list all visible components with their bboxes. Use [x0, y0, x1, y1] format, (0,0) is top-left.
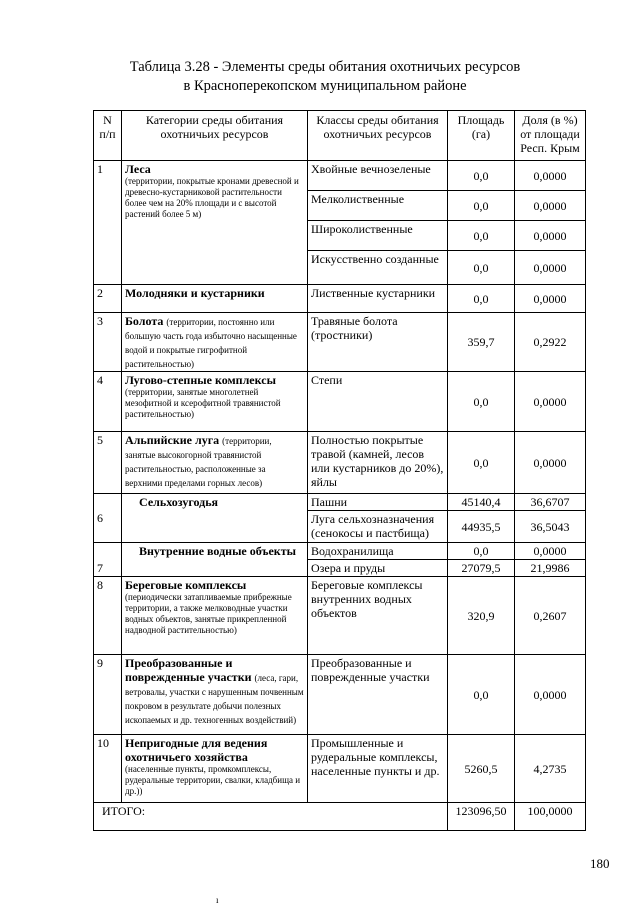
area-cell: 5260,5 — [448, 735, 515, 803]
table-row — [94, 655, 586, 735]
category-name: Альпийские луга — [125, 433, 220, 447]
total-label: ИТОГО: — [94, 803, 448, 831]
share-cell: 0,0000 — [515, 655, 586, 735]
category-name: Сельхозугодья — [139, 495, 219, 509]
table-row — [94, 494, 586, 511]
share-cell: 0,0000 — [515, 221, 586, 251]
row-num: 9 — [94, 655, 122, 735]
share-cell: 0,0000 — [515, 543, 586, 560]
share-cell: 0,0000 — [515, 432, 586, 494]
category-name: Береговые комплексы — [125, 578, 247, 592]
area-cell: 0,0 — [448, 543, 515, 560]
share-cell: 0,2607 — [515, 577, 586, 655]
category-cell — [122, 543, 308, 577]
header-share: Доля (в %) от площади Респ. Крым — [515, 111, 586, 161]
share-cell: 36,5043 — [515, 511, 586, 543]
row-num: 7 — [94, 543, 122, 577]
class-cell: Полностью покрытые травой (камней, лесов или кустарников до 20%), яйлы — [308, 432, 448, 494]
row-num: 5 — [94, 432, 122, 494]
category-cell — [122, 577, 308, 655]
table-row — [94, 372, 586, 432]
share-cell: 4,2735 — [515, 735, 586, 803]
total-share: 100,0000 — [515, 803, 586, 831]
area-cell: 0,0 — [448, 432, 515, 494]
header-row — [94, 111, 586, 161]
category-cell — [122, 655, 308, 735]
category-cell — [122, 285, 308, 313]
class-cell: Водохранилища — [308, 543, 448, 560]
share-cell: 0,0000 — [515, 161, 586, 191]
category-cell — [122, 161, 308, 285]
table-row — [94, 161, 586, 191]
category-cell — [122, 494, 308, 543]
share-cell: 0,0000 — [515, 285, 586, 313]
category-name: Леса — [125, 162, 151, 176]
area-cell: 0,0 — [448, 161, 515, 191]
header-category: Категории среды обитания охотничьих ресурсов — [122, 111, 308, 161]
page-number: 180 — [590, 856, 610, 871]
area-cell: 44935,5 — [448, 511, 515, 543]
area-cell: 0,0 — [448, 251, 515, 285]
table-title-line1: Таблица 3.28 - Элементы среды обитания охотничьих ресурсов — [129, 59, 521, 75]
share-cell: 0,0000 — [515, 251, 586, 285]
row-num: 10 — [94, 735, 122, 803]
table-title — [60, 58, 590, 96]
table-row — [94, 313, 586, 372]
row-num: 4 — [94, 372, 122, 432]
table-row — [94, 285, 586, 313]
class-cell: Хвойные вечнозеленые — [308, 161, 448, 191]
share-cell: 0,2922 — [515, 313, 586, 372]
table-row — [94, 543, 586, 560]
class-cell: Пашни — [308, 494, 448, 511]
area-cell: 0,0 — [448, 191, 515, 221]
category-desc: (населенные пункты, промкомплексы, рудеральные территории, свалки, кладбища и др.)) — [125, 764, 301, 796]
table-row — [94, 432, 586, 494]
category-desc: (территории, покрытые кронами древесной и древесно-кустарниковой растительности более чем на 20% площади и с высотой растений более 5 м) — [125, 176, 299, 219]
area-cell: 0,0 — [448, 372, 515, 432]
category-name: Непригодные для ведения охотничьего хозяйства — [125, 736, 268, 764]
category-desc: (территории, постоянно или большую часть года избыточно насыщенные водой и покрытые гигрофитной растительностью) — [125, 317, 297, 369]
category-cell — [122, 313, 308, 372]
table-title-line2: в Красноперекопском муниципальном районе — [183, 78, 467, 94]
class-cell: Степи — [308, 372, 448, 432]
area-cell: 320,9 — [448, 577, 515, 655]
category-cell — [122, 432, 308, 494]
class-cell: Лиственные кустарники — [308, 285, 448, 313]
total-row — [94, 803, 586, 831]
category-name: Лугово-степные комплексы — [125, 373, 276, 387]
habitat-table — [93, 110, 586, 831]
class-cell: Искусственно созданные — [308, 251, 448, 285]
area-cell: 0,0 — [448, 655, 515, 735]
share-cell: 21,9986 — [515, 560, 586, 577]
share-cell: 0,0000 — [515, 372, 586, 432]
category-desc: (территории, занятые многолетней мезофитной и ксерофитной травянистой растительностью) — [125, 387, 281, 419]
category-name: Внутренние водные объекты — [139, 544, 296, 558]
area-cell: 45140,4 — [448, 494, 515, 511]
category-cell — [122, 372, 308, 432]
class-cell: Береговые комплексы внутренних водных объектов — [308, 577, 448, 655]
row-num: 3 — [94, 313, 122, 372]
table-row — [94, 577, 586, 655]
class-cell: Промышленные и рудеральные комплексы, населенные пункты и др. — [308, 735, 448, 803]
class-cell: Озера и пруды — [308, 560, 448, 577]
category-desc: (периодически затапливаемые прибрежные территории, а также мелководные участки водных объектов, занятые прикрепленной надводной растительностью) — [125, 592, 292, 635]
class-cell: Луга сельхозназначения (сенокосы и пастбища) — [308, 511, 448, 543]
category-name: Молодняки и кустарники — [125, 286, 265, 300]
share-cell: 36,6707 — [515, 494, 586, 511]
area-cell: 0,0 — [448, 285, 515, 313]
class-cell: Травяные болота (тростники) — [308, 313, 448, 372]
row-num: 8 — [94, 577, 122, 655]
category-name: Преобразованные и поврежденные участки — [125, 656, 252, 684]
class-cell: Широколиственные — [308, 221, 448, 251]
footer-mark: ı — [216, 895, 219, 905]
header-num: N п/п — [94, 111, 122, 161]
category-name: Болота — [125, 314, 164, 328]
category-desc: (территории, занятые высокогорной травянистой растительностью, расположенные за верхними пределами горных лесов) — [125, 436, 272, 488]
row-num: 6 — [94, 494, 122, 543]
category-cell — [122, 735, 308, 803]
share-cell: 0,0000 — [515, 191, 586, 221]
category-desc: (леса, гари, ветровалы, участки с нарушенным почвенным покровом в результате добычи полезных ископаемых и др. техногенных воздействий) — [125, 673, 304, 725]
area-cell: 0,0 — [448, 221, 515, 251]
header-class: Классы среды обитания охотничьих ресурсов — [308, 111, 448, 161]
total-area: 123096,50 — [448, 803, 515, 831]
class-cell: Преобразованные и поврежденные участки — [308, 655, 448, 735]
table-row — [94, 735, 586, 803]
class-cell: Мелколиственные — [308, 191, 448, 221]
row-num: 1 — [94, 161, 122, 285]
row-num: 2 — [94, 285, 122, 313]
area-cell: 27079,5 — [448, 560, 515, 577]
header-area: Площадь (га) — [448, 111, 515, 161]
area-cell: 359,7 — [448, 313, 515, 372]
